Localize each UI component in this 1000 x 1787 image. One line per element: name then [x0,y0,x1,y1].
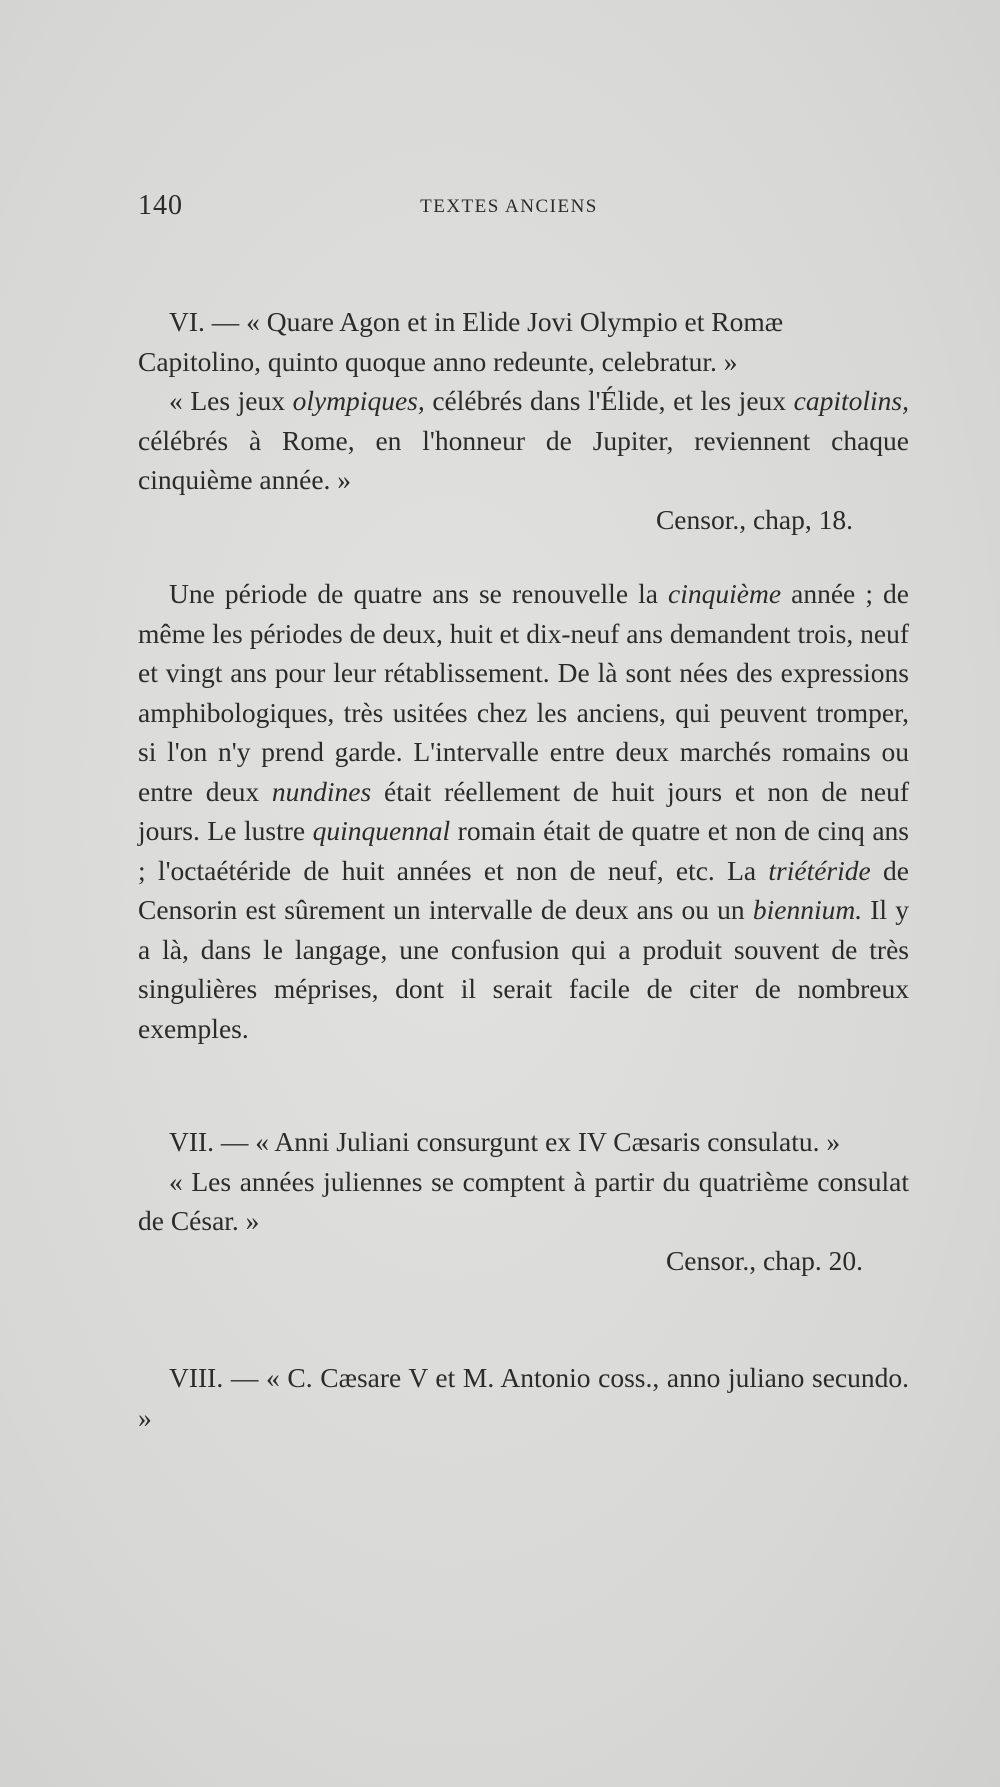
italic-term: nundines [271,775,372,807]
commentary-text: de Censorin est sûrement un intervalle de deux ans ou un [138,854,909,925]
french-text: célébrés à Rome, en l'honneur de Jupiter, reviennent chaque cinquième année. » [138,424,909,495]
latin-quote-vi-line2: Capitolino, quinto quoque anno redeunte, celebratur. » [138,345,738,377]
commentary-text: romain était de quatre et non de cinq ans ; l'octaétéride de huit années et non de neuf, etc. La [138,815,909,886]
section-vii [138,1122,909,1280]
spacer [138,1048,909,1122]
reference-vi: Censor., chap, 18. [655,503,853,535]
latin-quote-vii: VII. — « Anni Juliani consurgunt ex IV Cæsaris consulatu. » [169,1126,841,1157]
french-text: célébrés dans l'Élide, et les jeux [424,385,794,416]
latin-quote-vi-line1: VI. — « Quare Agon et in Elide Jovi Olympio et Romæ [169,306,784,337]
commentary-text: était réellement de huit jours et non de neuf jours. Le lustre [138,775,909,846]
italic-term: cinquième [668,578,782,609]
commentary-text: année ; de même les périodes de deux, huit et dix-neuf ans demandent trois, neuf et vingt ans pour leur rétablissement. De là sont nées des expressions amphibologiques, très usitées chez les anciens, qui peuvent tromper, si l'on n'y prend garde. L'intervalle entre deux marchés romains ou entre deux [138,578,909,807]
italic-term: triétéride [768,854,871,886]
french-text: « Les jeux [169,385,293,416]
commentary-text: Il y a là, dans le langage, une confusion qui a produit souvent de très singulières méprises, dont il serait facile de citer de nombreux exemples. [138,894,909,1044]
running-title: TEXTES ANCIENS [420,196,598,217]
latin-quote-vi [138,302,909,381]
italic-term: capitolins, [793,385,909,416]
latin-quote-viii: VIII. — « C. Cæsare V et M. Antonio coss., anno juliano secundo. » [138,1362,909,1433]
page-number: 140 [138,190,183,221]
italic-term: biennium. [752,894,863,925]
reference-vii: Censor., chap. 20. [665,1244,863,1276]
italic-term: olympiques, [292,385,425,416]
spacer [138,539,909,574]
section-vi [138,302,909,539]
page-header [138,190,880,230]
french-translation-vii: « Les années juliennes se comptent à partir du quatrième consulat de César. » [138,1165,909,1236]
italic-term: quinquennal [312,815,451,846]
section-viii [138,1358,909,1437]
commentary-text: Une période de quatre ans se renouvelle la [169,578,669,609]
page-body [138,302,909,1437]
spacer [138,1280,909,1358]
french-translation-vi [138,381,909,500]
commentary-paragraph [138,574,909,1048]
